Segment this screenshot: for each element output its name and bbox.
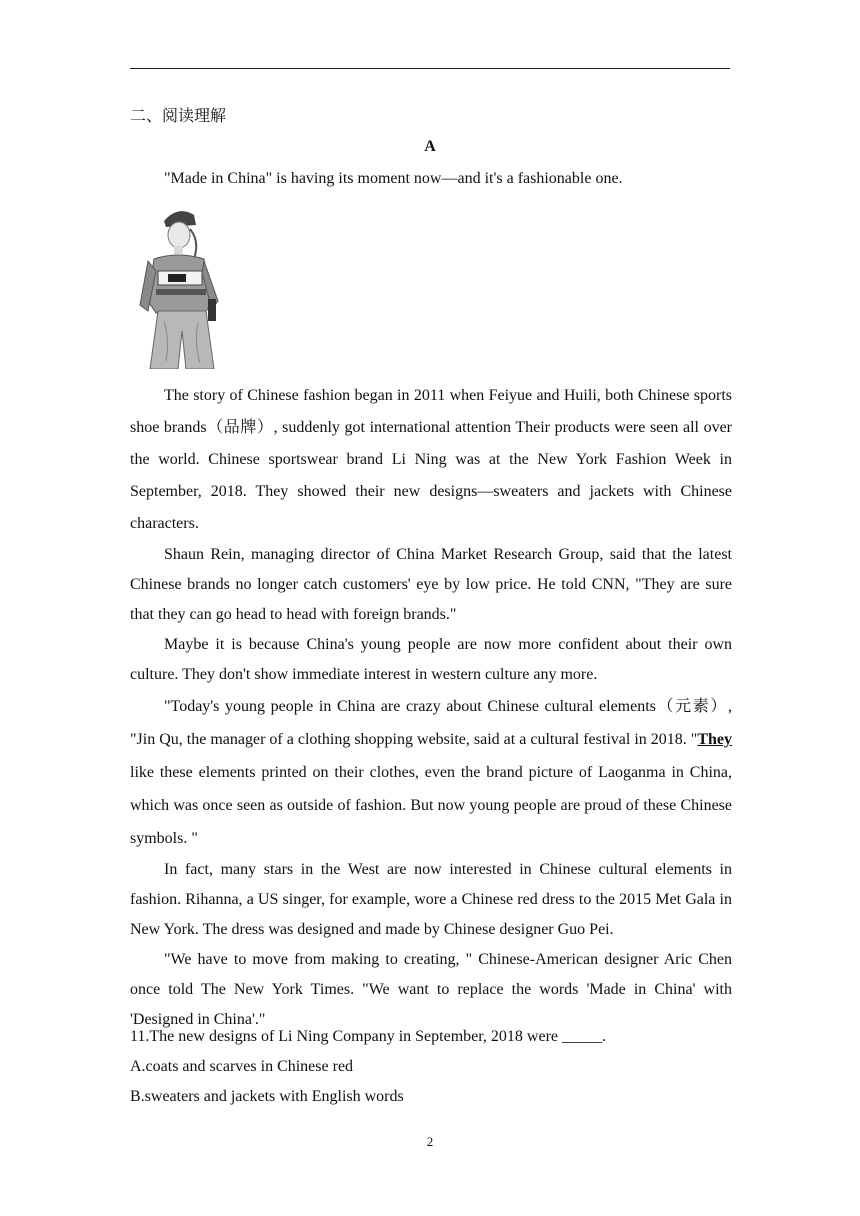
question-stem: 11.The new designs of Li Ning Company in September, 2018 were _____. (130, 1028, 607, 1045)
section-title: 二、阅读理解 (130, 108, 227, 125)
option-a[interactable]: A.coats and scarves in Chinese red (130, 1058, 354, 1075)
paragraph-4-part-2: like these elements printed on their clothes, even the brand picture of Laoganma in China, which was once seen as outside of fashion. But now young people are proud of these Chinese symbols. " (130, 764, 732, 847)
paragraph-4 (130, 690, 732, 855)
fashion-model-illustration (134, 201, 230, 369)
question-11 (130, 1022, 732, 1112)
header-rule (130, 68, 730, 69)
page-number: 2 (426, 1134, 434, 1149)
option-b[interactable]: B.sweaters and jackets with English words (130, 1088, 404, 1105)
paragraph-3: Maybe it is because China's young people are now more confident about their own culture. They don't show immediate interest in western culture any more. (130, 636, 732, 683)
paragraph-4-part-1: "Today's young people in China are crazy about Chinese cultural elements（元素）, "Jin Qu, the manager of a clothing shopping website, said at a cultural festival in 2018. " (130, 698, 732, 748)
passage-body (130, 380, 732, 1035)
passage-label: A (424, 138, 436, 155)
paragraph-2: Shaun Rein, managing director of China Market Research Group, said that the latest Chinese brands no longer catch customers' eye by low price. He told CNN, "They are sure that they can go head to head with foreign brands." (130, 546, 732, 623)
paragraph-5: In fact, many stars in the West are now interested in Chinese cultural elements in fashion. Rihanna, a US singer, for example, wore a Chinese red dress to the 2015 Met Gala in New York. The dress was designed and made by Chinese designer Guo Pei. (130, 861, 732, 938)
paragraph-1: The story of Chinese fashion began in 2011 when Feiyue and Huili, both Chinese sports shoe brands（品牌）, suddenly got international attention Their products were seen all over the world. Chinese sportswear brand Li Ning was at the New York Fashion Week in September, 2018. They showed their new designs—sweaters and jackets with Chinese characters. (130, 387, 732, 532)
paragraph-6: "We have to move from making to creating, " Chinese-American designer Aric Chen once told The New York Times. "We want to replace the words 'Made in China' with 'Designed in China'." (130, 951, 732, 1028)
passage-lead: "Made in China" is having its moment now—and it's a fashionable one. (164, 170, 623, 187)
underlined-word-they: They (697, 731, 732, 748)
